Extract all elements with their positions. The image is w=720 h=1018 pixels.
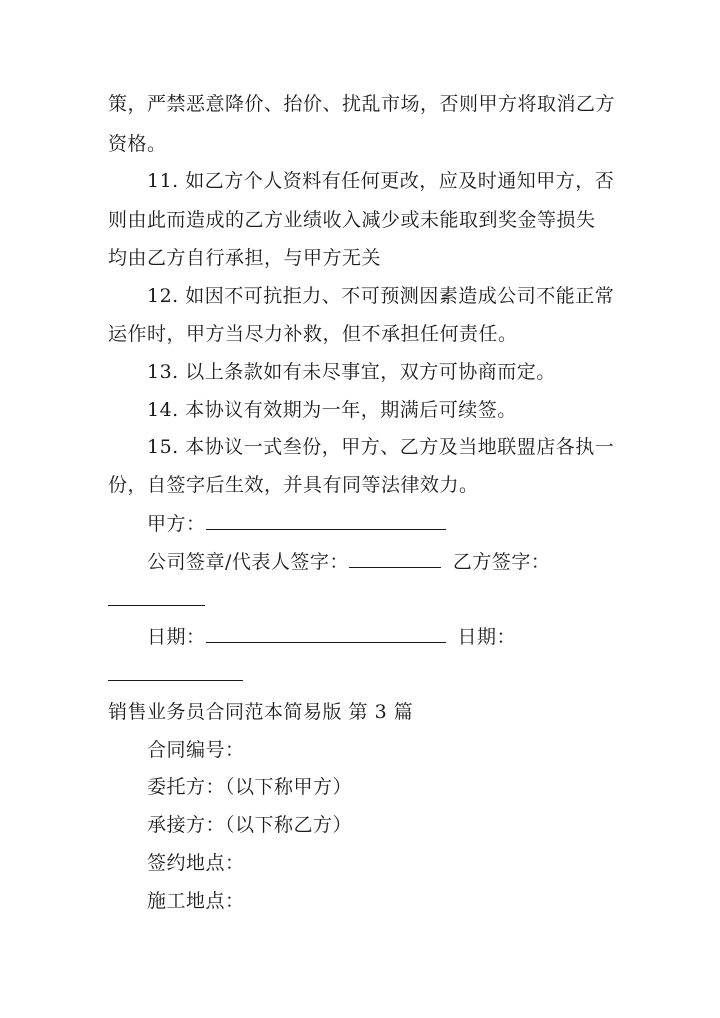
sign-place-field: 签约地点： bbox=[147, 852, 245, 874]
party-b-sign-label: 乙方签字： bbox=[452, 551, 551, 573]
company-seal-blank bbox=[349, 549, 441, 568]
paragraph-11-line-1: 11. 如乙方个人资料有任何更改，应及时通知甲方，否 bbox=[147, 170, 615, 192]
paragraph-15-line-1: 15. 本协议一式叁份，甲方、乙方及当地联盟店各执一 bbox=[147, 436, 615, 458]
paragraph-14: 14. 本协议有效期为一年，期满后可续签。 bbox=[147, 399, 517, 421]
date-blank-2-row bbox=[108, 662, 243, 687]
contractor-field: 承接方：（以下称乙方） bbox=[147, 814, 353, 836]
paragraph-10-line-1: 策，严禁恶意降价、抬价、扰乱市场，否则甲方将取消乙方 bbox=[108, 93, 616, 115]
contract-number-field: 合同编号： bbox=[147, 739, 245, 761]
party-a-signature-row bbox=[147, 511, 446, 536]
paragraph-13: 13. 以上条款如有未尽事宜，双方可协商而定。 bbox=[147, 361, 556, 383]
date-blank-1 bbox=[206, 624, 446, 643]
date-label-1: 日期： bbox=[147, 626, 206, 648]
company-seal-row bbox=[147, 549, 550, 574]
paragraph-12-line-2: 运作时，甲方当尽力补救，但不承担任何责任。 bbox=[108, 323, 518, 345]
paragraph-11-line-2: 则由此而造成的乙方业绩收入减少或未能取到奖金等损失 bbox=[108, 209, 596, 231]
section-3-heading: 销售业务员合同范本简易版 第 3 篇 bbox=[108, 701, 414, 723]
paragraph-11-line-3: 均由乙方自行承担，与甲方无关 bbox=[108, 247, 382, 269]
paragraph-15-line-2: 份，自签字后生效，并具有同等法律效力。 bbox=[108, 474, 479, 496]
date-blank-2 bbox=[108, 662, 243, 681]
party-b-sign-blank bbox=[108, 587, 205, 606]
party-a-label: 甲方： bbox=[147, 513, 206, 535]
date-row bbox=[147, 624, 516, 649]
party-b-sign-blank-row bbox=[108, 587, 205, 612]
party-a-signature-blank bbox=[206, 511, 446, 530]
date-label-2: 日期： bbox=[457, 626, 517, 648]
paragraph-12-line-1: 12. 如因不可抗拒力、不可预测因素造成公司不能正常 bbox=[147, 285, 615, 307]
paragraph-10-line-2: 资格。 bbox=[108, 133, 167, 155]
client-field: 委托方：（以下称甲方） bbox=[147, 776, 353, 798]
company-seal-label: 公司签章/代表人签字： bbox=[147, 551, 349, 573]
work-place-field: 施工地点： bbox=[147, 890, 245, 912]
